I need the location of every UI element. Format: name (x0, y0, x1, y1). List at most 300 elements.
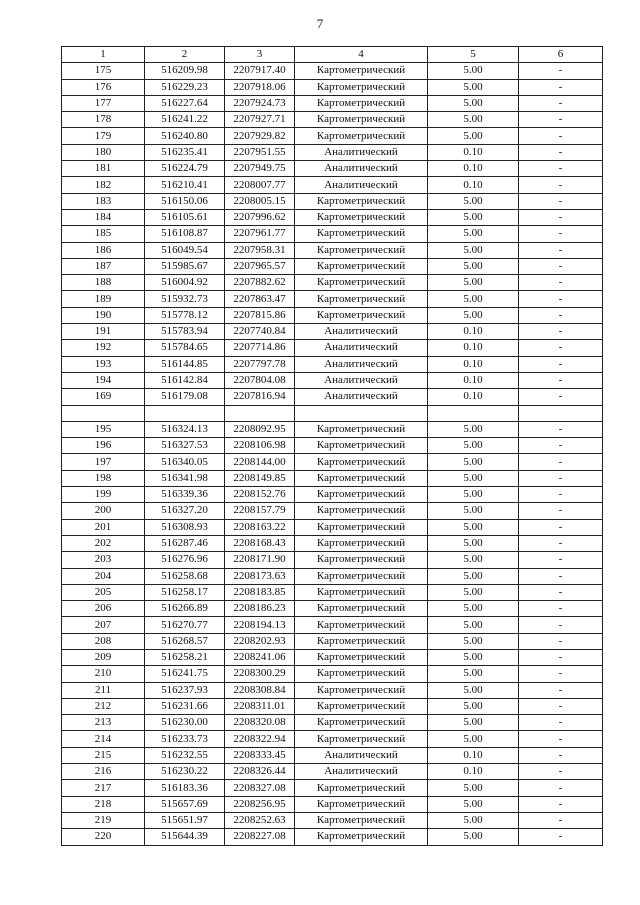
y-coordinate-cell: 2208327.08 (225, 780, 295, 796)
table-row (62, 698, 603, 714)
point-number-cell: 216 (62, 764, 145, 780)
note-cell: - (519, 128, 603, 144)
accuracy-cell: 5.00 (428, 226, 519, 242)
table-row (62, 438, 603, 454)
y-coordinate-cell: 2207996.62 (225, 209, 295, 225)
y-coordinate-cell: 2208227.08 (225, 829, 295, 845)
x-coordinate-cell: 516179.08 (145, 389, 225, 405)
method-cell: Картометрический (295, 193, 428, 209)
note-cell: - (519, 487, 603, 503)
note-cell: - (519, 209, 603, 225)
x-coordinate-cell: 516241.75 (145, 666, 225, 682)
point-number-cell: 196 (62, 438, 145, 454)
table-row (62, 275, 603, 291)
header-cell: 2 (145, 47, 225, 63)
method-cell: Аналитический (295, 372, 428, 388)
method-cell: Картометрический (295, 112, 428, 128)
x-coordinate-cell: 516237.93 (145, 682, 225, 698)
y-coordinate-cell: 2208186.23 (225, 601, 295, 617)
method-cell: Картометрический (295, 275, 428, 291)
header-cell: 6 (519, 47, 603, 63)
method-cell: Картометрический (295, 242, 428, 258)
method-cell: Картометрический (295, 715, 428, 731)
accuracy-cell: 5.00 (428, 552, 519, 568)
note-cell: - (519, 666, 603, 682)
table-row (62, 405, 603, 421)
accuracy-cell: 5.00 (428, 584, 519, 600)
method-cell: Картометрический (295, 307, 428, 323)
note-cell: - (519, 698, 603, 714)
y-coordinate-cell: 2208252.63 (225, 812, 295, 828)
x-coordinate-cell: 516258.68 (145, 568, 225, 584)
accuracy-cell: 5.00 (428, 275, 519, 291)
table-row (62, 568, 603, 584)
coordinates-table (61, 46, 603, 846)
point-number-cell: 202 (62, 535, 145, 551)
accuracy-cell: 5.00 (428, 258, 519, 274)
table-row (62, 535, 603, 551)
x-coordinate-cell: 516266.89 (145, 601, 225, 617)
method-cell: Картометрический (295, 258, 428, 274)
method-cell: Картометрический (295, 291, 428, 307)
accuracy-cell: 5.00 (428, 112, 519, 128)
method-cell: Картометрический (295, 487, 428, 503)
table-row (62, 470, 603, 486)
x-coordinate-cell: 516224.79 (145, 161, 225, 177)
method-cell: Картометрический (295, 780, 428, 796)
point-number-cell: 217 (62, 780, 145, 796)
note-cell: - (519, 161, 603, 177)
x-coordinate-cell: 516209.98 (145, 63, 225, 79)
point-number-cell: 215 (62, 747, 145, 763)
method-cell: Картометрический (295, 535, 428, 551)
accuracy-cell: 5.00 (428, 829, 519, 845)
method-cell (295, 405, 428, 421)
point-number-cell: 209 (62, 649, 145, 665)
note-cell: - (519, 470, 603, 486)
accuracy-cell: 5.00 (428, 242, 519, 258)
x-coordinate-cell: 516229.23 (145, 79, 225, 95)
accuracy-cell (428, 405, 519, 421)
x-coordinate-cell: 516240.80 (145, 128, 225, 144)
method-cell: Картометрический (295, 796, 428, 812)
header-cell: 5 (428, 47, 519, 63)
table-row (62, 503, 603, 519)
point-number-cell: 194 (62, 372, 145, 388)
accuracy-cell: 5.00 (428, 698, 519, 714)
note-cell: - (519, 503, 603, 519)
note-cell: - (519, 829, 603, 845)
table-row (62, 242, 603, 258)
table-body (62, 63, 603, 845)
y-coordinate-cell: 2208326.44 (225, 764, 295, 780)
y-coordinate-cell: 2208007.77 (225, 177, 295, 193)
x-coordinate-cell (145, 405, 225, 421)
y-coordinate-cell: 2207863.47 (225, 291, 295, 307)
note-cell: - (519, 438, 603, 454)
table-row (62, 372, 603, 388)
x-coordinate-cell: 516340.05 (145, 454, 225, 470)
note-cell (519, 405, 603, 421)
point-number-cell: 188 (62, 275, 145, 291)
x-coordinate-cell: 516142.84 (145, 372, 225, 388)
x-coordinate-cell: 516258.21 (145, 649, 225, 665)
x-coordinate-cell: 516327.20 (145, 503, 225, 519)
accuracy-cell: 5.00 (428, 307, 519, 323)
table-row (62, 552, 603, 568)
x-coordinate-cell: 516241.22 (145, 112, 225, 128)
x-coordinate-cell: 516268.57 (145, 633, 225, 649)
method-cell: Картометрический (295, 568, 428, 584)
note-cell: - (519, 454, 603, 470)
method-cell: Аналитический (295, 177, 428, 193)
point-number-cell: 184 (62, 209, 145, 225)
point-number-cell (62, 405, 145, 421)
table-row (62, 324, 603, 340)
note-cell: - (519, 715, 603, 731)
y-coordinate-cell: 2207882.62 (225, 275, 295, 291)
x-coordinate-cell: 516210.41 (145, 177, 225, 193)
point-number-cell: 193 (62, 356, 145, 372)
point-number-cell: 191 (62, 324, 145, 340)
table-row (62, 226, 603, 242)
note-cell: - (519, 421, 603, 437)
x-coordinate-cell: 515778.12 (145, 307, 225, 323)
note-cell: - (519, 731, 603, 747)
note-cell: - (519, 63, 603, 79)
table-row (62, 112, 603, 128)
y-coordinate-cell: 2207804.08 (225, 372, 295, 388)
header-row (62, 47, 603, 63)
point-number-cell: 200 (62, 503, 145, 519)
point-number-cell: 190 (62, 307, 145, 323)
method-cell: Картометрический (295, 519, 428, 535)
x-coordinate-cell: 515644.39 (145, 829, 225, 845)
table-row (62, 177, 603, 193)
accuracy-cell: 0.10 (428, 161, 519, 177)
table-row (62, 747, 603, 763)
x-coordinate-cell: 516324.13 (145, 421, 225, 437)
point-number-cell: 185 (62, 226, 145, 242)
x-coordinate-cell: 516231.66 (145, 698, 225, 714)
table-row (62, 144, 603, 160)
table-row (62, 682, 603, 698)
y-coordinate-cell: 2207965.57 (225, 258, 295, 274)
point-number-cell: 208 (62, 633, 145, 649)
point-number-cell: 205 (62, 584, 145, 600)
accuracy-cell: 5.00 (428, 519, 519, 535)
method-cell: Картометрический (295, 584, 428, 600)
method-cell: Картометрический (295, 503, 428, 519)
y-coordinate-cell: 2208168.43 (225, 535, 295, 551)
accuracy-cell: 5.00 (428, 95, 519, 111)
x-coordinate-cell: 516276.96 (145, 552, 225, 568)
y-coordinate-cell: 2208333.45 (225, 747, 295, 763)
x-coordinate-cell: 516230.22 (145, 764, 225, 780)
table-row (62, 617, 603, 633)
table-row (62, 633, 603, 649)
method-cell: Картометрический (295, 470, 428, 486)
point-number-cell: 169 (62, 389, 145, 405)
y-coordinate-cell: 2208005.15 (225, 193, 295, 209)
accuracy-cell: 5.00 (428, 470, 519, 486)
accuracy-cell: 5.00 (428, 503, 519, 519)
accuracy-cell: 5.00 (428, 79, 519, 95)
point-number-cell: 213 (62, 715, 145, 731)
y-coordinate-cell: 2208322.94 (225, 731, 295, 747)
table-row (62, 796, 603, 812)
page-number: 7 (316, 16, 324, 31)
y-coordinate-cell: 2208149.85 (225, 470, 295, 486)
accuracy-cell: 0.10 (428, 144, 519, 160)
table-row (62, 161, 603, 177)
method-cell: Картометрический (295, 666, 428, 682)
method-cell: Картометрический (295, 633, 428, 649)
note-cell: - (519, 601, 603, 617)
note-cell: - (519, 193, 603, 209)
y-coordinate-cell: 2207815.86 (225, 307, 295, 323)
method-cell: Картометрический (295, 79, 428, 95)
accuracy-cell: 5.00 (428, 209, 519, 225)
method-cell: Аналитический (295, 764, 428, 780)
point-number-cell: 189 (62, 291, 145, 307)
method-cell: Картометрический (295, 209, 428, 225)
x-coordinate-cell: 516235.41 (145, 144, 225, 160)
point-number-cell: 198 (62, 470, 145, 486)
accuracy-cell: 5.00 (428, 731, 519, 747)
header-cell: 1 (62, 47, 145, 63)
point-number-cell: 183 (62, 193, 145, 209)
note-cell: - (519, 747, 603, 763)
method-cell: Аналитический (295, 161, 428, 177)
note-cell: - (519, 144, 603, 160)
point-number-cell: 176 (62, 79, 145, 95)
table-row (62, 63, 603, 79)
table-row (62, 649, 603, 665)
point-number-cell: 203 (62, 552, 145, 568)
note-cell: - (519, 780, 603, 796)
method-cell: Аналитический (295, 389, 428, 405)
x-coordinate-cell: 516004.92 (145, 275, 225, 291)
point-number-cell: 204 (62, 568, 145, 584)
note-cell: - (519, 535, 603, 551)
y-coordinate-cell: 2208241.06 (225, 649, 295, 665)
note-cell: - (519, 324, 603, 340)
point-number-cell: 212 (62, 698, 145, 714)
x-coordinate-cell: 516270.77 (145, 617, 225, 633)
point-number-cell: 218 (62, 796, 145, 812)
note-cell: - (519, 340, 603, 356)
point-number-cell: 181 (62, 161, 145, 177)
point-number-cell: 214 (62, 731, 145, 747)
accuracy-cell: 0.10 (428, 324, 519, 340)
y-coordinate-cell: 2208308.84 (225, 682, 295, 698)
accuracy-cell: 5.00 (428, 438, 519, 454)
x-coordinate-cell: 516227.64 (145, 95, 225, 111)
method-cell: Картометрический (295, 128, 428, 144)
y-coordinate-cell: 2207951.55 (225, 144, 295, 160)
y-coordinate-cell: 2207740.84 (225, 324, 295, 340)
method-cell: Картометрический (295, 438, 428, 454)
header-cell: 3 (225, 47, 295, 63)
x-coordinate-cell: 516258.17 (145, 584, 225, 600)
table-row (62, 601, 603, 617)
y-coordinate-cell: 2207927.71 (225, 112, 295, 128)
method-cell: Картометрический (295, 829, 428, 845)
accuracy-cell: 0.10 (428, 177, 519, 193)
header-cell: 4 (295, 47, 428, 63)
y-coordinate-cell: 2208144.00 (225, 454, 295, 470)
y-coordinate-cell: 2207797.78 (225, 356, 295, 372)
method-cell: Картометрический (295, 552, 428, 568)
table-row (62, 307, 603, 323)
x-coordinate-cell: 516108.87 (145, 226, 225, 242)
table-row (62, 731, 603, 747)
y-coordinate-cell: 2208256.95 (225, 796, 295, 812)
point-number-cell: 187 (62, 258, 145, 274)
x-coordinate-cell: 516144.85 (145, 356, 225, 372)
y-coordinate-cell: 2207961.77 (225, 226, 295, 242)
y-coordinate-cell: 2207958.31 (225, 242, 295, 258)
method-cell: Картометрический (295, 226, 428, 242)
point-number-cell: 195 (62, 421, 145, 437)
accuracy-cell: 5.00 (428, 535, 519, 551)
point-number-cell: 175 (62, 63, 145, 79)
accuracy-cell: 5.00 (428, 617, 519, 633)
point-number-cell: 220 (62, 829, 145, 845)
table-row (62, 258, 603, 274)
point-number-cell: 179 (62, 128, 145, 144)
accuracy-cell: 5.00 (428, 291, 519, 307)
note-cell: - (519, 356, 603, 372)
table-row (62, 291, 603, 307)
x-coordinate-cell: 516339.36 (145, 487, 225, 503)
point-number-cell: 206 (62, 601, 145, 617)
note-cell: - (519, 568, 603, 584)
note-cell: - (519, 633, 603, 649)
accuracy-cell: 0.10 (428, 764, 519, 780)
y-coordinate-cell: 2207918.06 (225, 79, 295, 95)
method-cell: Аналитический (295, 356, 428, 372)
note-cell: - (519, 291, 603, 307)
table-row (62, 715, 603, 731)
method-cell: Картометрический (295, 617, 428, 633)
accuracy-cell: 0.10 (428, 747, 519, 763)
method-cell: Аналитический (295, 747, 428, 763)
method-cell: Картометрический (295, 601, 428, 617)
note-cell: - (519, 519, 603, 535)
table-row (62, 193, 603, 209)
x-coordinate-cell: 515783.94 (145, 324, 225, 340)
note-cell: - (519, 372, 603, 388)
accuracy-cell: 0.10 (428, 372, 519, 388)
table-row (62, 519, 603, 535)
note-cell: - (519, 812, 603, 828)
point-number-cell: 197 (62, 454, 145, 470)
point-number-cell: 199 (62, 487, 145, 503)
table-row (62, 454, 603, 470)
note-cell: - (519, 95, 603, 111)
accuracy-cell: 5.00 (428, 796, 519, 812)
point-number-cell: 186 (62, 242, 145, 258)
point-number-cell: 211 (62, 682, 145, 698)
accuracy-cell: 5.00 (428, 454, 519, 470)
table-row (62, 95, 603, 111)
point-number-cell: 180 (62, 144, 145, 160)
method-cell: Картометрический (295, 731, 428, 747)
accuracy-cell: 0.10 (428, 389, 519, 405)
accuracy-cell: 5.00 (428, 715, 519, 731)
y-coordinate-cell: 2208202.93 (225, 633, 295, 649)
method-cell: Картометрический (295, 95, 428, 111)
y-coordinate-cell: 2207924.73 (225, 95, 295, 111)
y-coordinate-cell (225, 405, 295, 421)
y-coordinate-cell: 2208300.29 (225, 666, 295, 682)
y-coordinate-cell: 2208092.95 (225, 421, 295, 437)
x-coordinate-cell: 516049.54 (145, 242, 225, 258)
x-coordinate-cell: 515985.67 (145, 258, 225, 274)
accuracy-cell: 5.00 (428, 780, 519, 796)
method-cell: Картометрический (295, 649, 428, 665)
x-coordinate-cell: 516150.06 (145, 193, 225, 209)
accuracy-cell: 5.00 (428, 568, 519, 584)
table-row (62, 340, 603, 356)
accuracy-cell: 5.00 (428, 666, 519, 682)
method-cell: Картометрический (295, 698, 428, 714)
x-coordinate-cell: 515784.65 (145, 340, 225, 356)
method-cell: Картометрический (295, 682, 428, 698)
table-row (62, 421, 603, 437)
x-coordinate-cell: 515657.69 (145, 796, 225, 812)
accuracy-cell: 0.10 (428, 356, 519, 372)
method-cell: Аналитический (295, 340, 428, 356)
accuracy-cell: 5.00 (428, 601, 519, 617)
table-row (62, 128, 603, 144)
y-coordinate-cell: 2208194.13 (225, 617, 295, 633)
accuracy-cell: 5.00 (428, 63, 519, 79)
note-cell: - (519, 226, 603, 242)
note-cell: - (519, 552, 603, 568)
y-coordinate-cell: 2208152.76 (225, 487, 295, 503)
accuracy-cell: 5.00 (428, 128, 519, 144)
note-cell: - (519, 389, 603, 405)
note-cell: - (519, 79, 603, 95)
y-coordinate-cell: 2207917.40 (225, 63, 295, 79)
accuracy-cell: 0.10 (428, 340, 519, 356)
table-row (62, 780, 603, 796)
note-cell: - (519, 275, 603, 291)
y-coordinate-cell: 2208163.22 (225, 519, 295, 535)
x-coordinate-cell: 516308.93 (145, 519, 225, 535)
table-row (62, 812, 603, 828)
point-number-cell: 210 (62, 666, 145, 682)
point-number-cell: 201 (62, 519, 145, 535)
table-row (62, 829, 603, 845)
y-coordinate-cell: 2208311.01 (225, 698, 295, 714)
y-coordinate-cell: 2208106.98 (225, 438, 295, 454)
note-cell: - (519, 112, 603, 128)
table-row (62, 209, 603, 225)
note-cell: - (519, 617, 603, 633)
table-row (62, 764, 603, 780)
x-coordinate-cell: 516105.61 (145, 209, 225, 225)
y-coordinate-cell: 2208320.08 (225, 715, 295, 731)
y-coordinate-cell: 2208183.85 (225, 584, 295, 600)
note-cell: - (519, 796, 603, 812)
table-row (62, 389, 603, 405)
y-coordinate-cell: 2208157.79 (225, 503, 295, 519)
note-cell: - (519, 682, 603, 698)
